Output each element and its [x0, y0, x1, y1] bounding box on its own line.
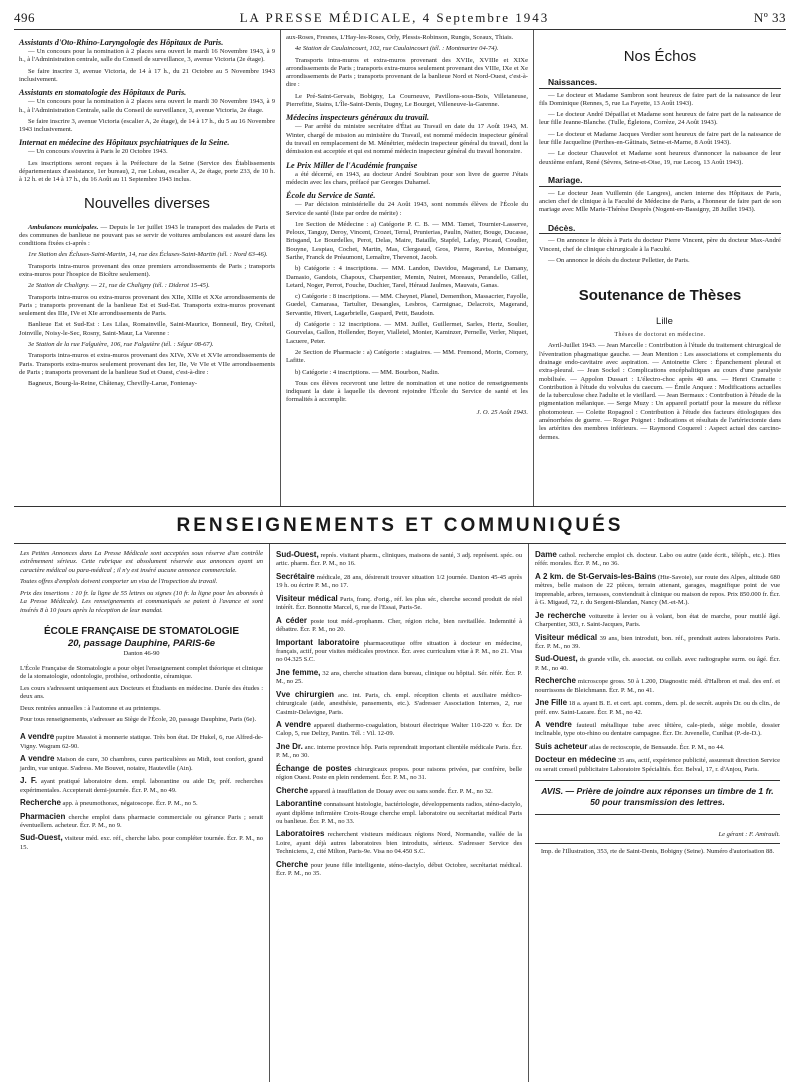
paragraph: Les cours s'adressent uniquement aux Docteurs et Étudiants en médecine. Durée des études : deux ans.: [20, 684, 263, 701]
avis-notice: AVIS. — Prière de joindre aux réponses un timbre de 1 fr. 50 pour transmission des lettres.: [535, 780, 780, 814]
ad-text: (Hte-Savoie), sur route des Alpes, altitude 680 mètres, belle maison de 22 pièces, terrain attenant, garages, magnifique point de vue imprenable, arbres, terrasses, conviendrait à clinique ou maison de repos. Prix 850.000 fr. Écr. à G. Migaud, 72, r. du Sergent-Blandan, Nancy (M.-et-M.).: [535, 573, 780, 607]
classified-ad: [276, 550, 522, 569]
paragraph: Transports intra-muros et extra-muros provenant des XIVe, XVe et XVIe arrondissements de Paris. Transports extra-muros seulement provenant des Ier, IIe, Ve VIe et VIIe arrondissements de Paris ; transports provenant de la banlieue Sud et Ouest, c'est-à-dire :: [19, 352, 275, 376]
subsection-heading: Mariage.: [539, 175, 781, 187]
ad-keyword: Visiteur médical: [535, 632, 598, 642]
ad-text: microscope gross. 50 à 1.200, Diagnostic méd. d'Halbron et mal. des enf. et nourrissons de Bleichmann. Écr. P. M., no 41.: [535, 678, 780, 694]
section-heading: Soutenance de Thèses: [578, 287, 742, 305]
notice: Les Petites Annonces dans La Presse Médicale sont acceptées sous réserve d'un contrôle extrêmement sérieux. Cette rubrique est absolument réservée aux annonces ayant un caractère médical ou para-médical ; il n'y est inséré aucune annonce commerciale.: [20, 550, 263, 574]
ad-text: pupitre Massiot à monnerie statique. Très bon état. Dr Hukel, 6, rue Alfred-de-Vigny. Wagram 62-90.: [20, 734, 264, 750]
classified-ad: [535, 654, 780, 673]
paragraph: Tous ces élèves recevront une lettre de nomination et une notice de renseignements indiquant la date à laquelle ils devront rejoindre l'École du Service de santé et les formalités à accomplir.: [286, 379, 528, 404]
ad-keyword: A vendre: [20, 732, 55, 742]
classified-ad: [276, 764, 522, 783]
classified-ad: [535, 742, 780, 752]
city-heading: Lille: [656, 316, 673, 328]
classified-ad: [535, 611, 780, 630]
classified-ad: [20, 833, 263, 852]
rubric-title: Internat en médecine des Hôpitaux psychiatriques de la Seine.: [19, 138, 230, 148]
classified-ad: [276, 572, 522, 591]
ad-text: fauteuil métallique tube avec têtière, cale-pieds, siège mobile, dossier inclinable, type oto-rhino ou dentaire campagne. Écr. Dr. Juvenelle, Cunlhat (P.-de-D.).: [535, 722, 781, 738]
ad-keyword: Vve chirurgien: [276, 689, 334, 699]
ad-keyword: A céder: [276, 615, 307, 625]
school-title: ÉCOLE FRANÇAISE DE STOMATOLOGIE: [43, 626, 239, 638]
paragraph: aux-Roses, Fresnes, L'Hay-les-Roses, Orly, Plessis-Robinson, Rungis, Sceaux, Thiais.: [286, 34, 514, 41]
ad-keyword: Laboratoires: [276, 829, 325, 839]
paragraph: Le Pré-Saint-Gervais, Bobigny, La Courneuve, Pavillons-sous-Bois, Villetaneuse, Pierrefitte, Stains, L'Île-Saint-Denis, Dugny, Le Bourget, Villeneuve-la-Garenne.: [286, 92, 528, 109]
ad-keyword: Jne Fille: [535, 698, 568, 708]
ad-keyword: Pharmacien: [20, 811, 66, 821]
paragraph: 1re Station des Écluses-Saint-Martin, 14, rue des Écluses-Saint-Martin (tél. : Nord 63-46).: [28, 251, 268, 259]
rubric-title: Ambulances municipales.: [28, 223, 99, 231]
paragraph: — Le docteur et Madame Sambron sont heureux de faire part de la naissance de leur fils Dominique (Rennes, 5, rue La Fayette, 13 Août 1943).: [539, 91, 781, 107]
classified-ad: [276, 786, 522, 796]
ad-text: représ. visitant pharm., cliniques, maisons de santé, 3 adj. représent. spéc. ou artic. pharm. Écr. P. M., no 16.: [276, 552, 522, 568]
ad-text: ds grande ville, ch. associat. ou collab. avec radiographe surm. ou âgé. Écr. P. M., no 40.: [535, 656, 780, 672]
classified-ad: [535, 676, 780, 695]
ad-text: appareil à insufflation de Douay avec ou sans sonde. Écr. P. M., no 32.: [309, 787, 493, 795]
paragraph: Transports intra-muros provenant des onze premiers arrondissements de Paris ; transports extra-muros pour l'hospice de Bicêtre seulement).: [19, 262, 275, 278]
ad-keyword: A vendre: [20, 754, 55, 764]
ad-keyword: Visiteur médical: [276, 593, 338, 603]
ad-text: recherchent visiteurs médicaux régions Nord, Normandie, vallée de la Loire, ayant déjà autres laboratoires bien introduits, sérieux. S'adresser Service des Techniciens, 2, cité Milton, Paris-9e. Visa no 04.450 S.C.: [276, 831, 523, 856]
ad-keyword: Échange de postes: [276, 763, 352, 773]
paragraph: — Depuis le 1er juillet 1943 le transport des malades de Paris et des communes de banlieue ne pouvant pas se servir de voitures ambulances est assuré dans les conditions fixées ci-après :: [19, 223, 275, 248]
paragraph: b) Catégorie : 4 inscriptions. — MM. Bourbon, Nadin.: [295, 368, 440, 376]
subheading: Thèses de doctorat en médecine.: [614, 332, 706, 339]
ad-text: app. à pneumothorax, négatoscope. Écr. P. M., no 5.: [62, 800, 198, 808]
column-2: [281, 30, 534, 506]
ad-text: cherche emploi dans pharmacie commerciale ou gérance Paris ; serait éventuellem. acheteur. Écr. P. M., no 9.: [20, 813, 263, 829]
classified-ad: [276, 720, 522, 739]
ad-text: voiturette à levier ou à volant, bon état de marche, pour mutilé âgé. Charpentier, 303, r. Saint-Jacques, Paris.: [535, 612, 780, 629]
classified-ad: [276, 690, 522, 717]
paragraph: Se faire inscrire 3, avenue Victoria (escalier A, 2e étage), de 14 à 17 h., du 5 au 16 Novembre 1943 inclusivement.: [19, 117, 275, 134]
column-1: [14, 30, 281, 506]
classified-ad: [276, 638, 522, 665]
publisher-manager: Le gérant : F. Amirault.: [535, 831, 780, 844]
classified-ad: [20, 812, 263, 831]
classified-ad: [276, 799, 522, 826]
subsection-heading: Décès.: [539, 223, 781, 235]
paragraph: Banlieue Est et Sud-Est : Les Lilas, Romainville, Saint-Maurice, Bonneuil, Bry, Créteil, Joinville, Noisy-le-Sec, Rosny, Saint-Maur, La Varenne :: [19, 321, 275, 337]
classified-ad: [276, 829, 522, 856]
rubric-title: Le Prix Miller de l'Académie française: [286, 160, 418, 170]
classified-ad: [20, 732, 263, 751]
paragraph: — Le docteur André Dépaillat et Madame sont heureux de faire part de la naissance de leur fille Jeanne-Blanche. (Tulle, Égletons, Corrèze, 24 Août 1943).: [539, 111, 781, 127]
ads-column-1: [14, 544, 270, 1082]
ad-text: poste tout méd.-prophanm. Cher, région riche, bien ravitaillée. Indemnité à débattre. Écr. P. M., no 20.: [276, 617, 522, 634]
section-heading: Nouvelles diverses: [84, 194, 210, 212]
paragraph: — Le docteur Jean Vuillemin (de Langres), ancien interne des Hôpitaux de Paris, ancien chef de clinique à la Faculté de Médecine de Paris, a l'honneur de faire part de son mariage avec Mlle Marie-Thérèse Desprès (Nogent-en-Bassigny, 28 Juillet 1943).: [539, 189, 781, 214]
running-head: [14, 10, 786, 30]
paragraph: — Par arrêté du ministre secrétaire d'État au Travail en date du 17 Août 1943, M. Winter, chargé de mission au ministère du Travail, est nommé médecin inspecteur général du travail en remplacement de M. Ménétrier, médecin inspecteur général du travail, dont la démission est acceptée et qui est nommé médecin inspecteur général du travail honoraire.: [286, 123, 528, 156]
classified-ad: [20, 776, 263, 795]
ad-text: médicale, 28 ans, désirerait trouver situation 1/2 journée. Danton 45-45 après 19 h. ou écrire P. M., no 17.: [276, 573, 522, 590]
ad-text: 39 ans, bien introduit, bon. réf., prendrait autres laboratoires Paris. Écr. P. M., no 39.: [535, 634, 781, 650]
classified-ad: [276, 742, 522, 761]
ad-text: Maison de cure, 30 chambres, cures particulières au Midi, tout confort, grand jardin, vue unique. S'adress. Me Bouvet, notaire, Hauteville (Ain).: [20, 756, 264, 772]
ad-text: anc. interne province hôp. Paris reprendrait important clientèle médicale Paris. Écr. P. M., no 30.: [276, 743, 522, 760]
column-3: [534, 30, 786, 506]
paragraph: b) Catégorie : 4 inscriptions. — MM. Landon, Davidou, Magerand, Le Damany, Damasio, Gandois, Chapoux, Charpentier, Memin, Nuiret, Moreaux, Perandello, Gillet, Letard, Noger, Perrot, Fouche, Duchier, Tarel, Héraud Jaulmes, Mauvais, Ganas.: [286, 265, 528, 289]
upper-section: [14, 30, 786, 507]
paragraph: — Le docteur Chauvelot et Madame sont heureux d'annoncer la naissance de leur deuxième enfant, René (Sèvres, Seine-et-Oise, 19, rue Lecoq, 13 Août 1943).: [539, 150, 781, 166]
ad-text: Paris, franç. d'orig., réf. les plus sér., cherche second produit de réel intérêt. Écr. Bonnotte Marcel, 6, rue de l'Essai, Paris-5e.: [276, 595, 523, 612]
paragraph: 2e Section de Pharmacie : a) Catégorie : stagiaires. — MM. Fremond, Morin, Cornery, Lafitte.: [286, 348, 528, 365]
subsection-heading: Naissances.: [539, 77, 781, 89]
classified-ad: [20, 754, 263, 773]
classified-ad: [276, 860, 522, 879]
ad-keyword: Jne femme,: [276, 667, 321, 677]
paragraph: Pour tous renseignements, s'adresser au Siège de l'École, 20, passage Dauphine, Paris (6e).: [20, 716, 257, 724]
ad-text: appareil diathermo-coagulation, bistouri électrique Walter 110-220 v. Écr. Dr Calop, 5, rue Delizy, Pantin. Tél. : Vil. 12-09.: [276, 722, 523, 738]
journal-title: LA PRESSE MÉDICALE, 4 Septembre 1943: [239, 10, 550, 25]
source-signature: J. O. 25 Août 1943.: [476, 408, 528, 416]
ad-keyword: J. F.: [20, 776, 38, 786]
lower-section: [14, 544, 786, 1082]
notice: Prix des insertions : 10 fr. la ligne de 55 lettres ou signes (10 fr. la ligne pour les abonnés à La Presse Médicale). Les renseignements et communiqués se paient à l'avance et sont insérés 8 à 10 jours après la réception de leur mandat.: [20, 589, 263, 614]
paragraph: a été décerné, en 1943, au docteur André Soubiran pour son livre de guerre J'étais médecin avec les chars, préfacé par Georges Duhamel.: [286, 170, 528, 186]
classified-ad: [535, 572, 780, 608]
paragraph: — On annonce le décès du docteur Pelletier, de Paris.: [548, 256, 690, 264]
paragraph: c) Catégorie : 8 inscriptions. — MM. Cheynet, Planel, Dementhon, Massacrier, Fayolle, Guedel, Camarasa, Tartulier, Desangles, Lesbros, Carmignac, Delacroix, Magerand, Servantie, Hivert, Lagarbrielle, Gaspard, Petit, Baudoin.: [286, 293, 528, 317]
ad-keyword: Cherche: [276, 859, 309, 869]
paragraph: Bagneux, Bourg-la-Reine, Châtenay, Chevilly-Larue, Fontenay-: [28, 380, 198, 388]
classified-ad: [20, 798, 263, 808]
paragraph: Deux rentrées annuelles : à l'automne et au printemps.: [20, 704, 161, 712]
ad-text: ayant pratiqué laboratoire dem. empl. laborantine ou aide Dr, préf. recherches expérimentales. Accepterait demi-journée. Écr. P. M., no 49.: [20, 778, 263, 794]
notice: Toutes offres d'emplois doivent comporter un visa de l'Inspection du travail.: [20, 578, 218, 586]
school-phone: Danton 46-90: [123, 650, 160, 658]
ad-keyword: Recherche: [535, 676, 576, 686]
paragraph: — Un concours pour la nomination à 2 places sera ouvert le mardi 16 Novembre 1943, à 9 h., à l'Administration centrale, salle du Conseil de surveillance, 3, avenue Victoria (2e étage).: [19, 48, 275, 64]
ad-keyword: A vendre: [535, 720, 572, 729]
ad-keyword: Laborantine: [276, 799, 322, 809]
ad-keyword: Sud-Ouest,: [20, 833, 63, 843]
announcements-banner: RENSEIGNEMENTS ET COMMUNIQUÉS: [14, 507, 786, 544]
classified-ad: [535, 550, 780, 569]
ad-keyword: A vendre: [276, 720, 311, 729]
ad-keyword: Important laboratoire: [276, 637, 360, 647]
ad-text: cathol. recherche emploi ch. docteur. Labo ou autre (aide écrit., téléph., etc.). Hies référ. morales. Écr. P. M., no 36.: [535, 552, 780, 568]
ad-text: chirurgicaux propos. pour raisons privées, par confrère, belle région Ouest. Poste en plein rendement. Écr. P. M., no 31.: [276, 765, 522, 782]
paragraph: 3e Station de la rue Falguière, 106, rue Falguière (tél. : Ségur 08-67).: [28, 341, 214, 349]
paragraph: Transports intra-muros ou extra-muros provenant des XIIe, XIIIe et XXe arrondissements de Paris ; transports provenant de la banlieue Est et Sud-Est. Transports extra-muros provenant seulement des IIIe, IVe et XIe arrondissements de Paris.: [19, 293, 275, 318]
issue-number: Nº 33: [753, 10, 786, 25]
classified-ad: [535, 698, 780, 717]
ad-text: anc. int. Paris, ch. empl. réception clients et auxiliaire médico-chirurgicale (aide, anesthésie, pansements, etc.). S'adresser Association Internes, 2, rue Casimir-Delavigne, Paris.: [276, 691, 523, 716]
ad-text: 32 ans, cherche situation dans bureau, clinique ou hôpital. Sér. référ. Écr. P. M., no 25.: [276, 669, 522, 686]
ad-keyword: A 2 km. de St-Gervais-les-Bains: [535, 571, 657, 581]
page-number: 496: [14, 10, 35, 25]
rubric-title: Médecins inspecteurs généraux du travail.: [286, 113, 430, 123]
ad-keyword: Sud-Ouest,: [276, 550, 319, 559]
classified-ad: [276, 668, 522, 687]
ad-keyword: Jne Dr.: [276, 741, 303, 751]
ad-keyword: Cherche: [276, 785, 309, 795]
ad-keyword: Suis acheteur: [535, 741, 588, 751]
paragraph: — Par décision ministérielle du 24 Août 1943, sont nommés élèves de l'École du Service de santé (liste par ordre de mérite) :: [286, 201, 528, 217]
classified-ad: [276, 594, 522, 613]
paragraph: Les inscriptions seront reçues à la Préfecture de la Seine (Service des Établissements départementaux d'assistance, 1er bureau), 2, rue Lobau, escalier A, 2e étage, porte 233, de 10 h. à 12 h. et de 14 à 17 h., du 16 Août au 11 Septembre 1943 inclus.: [19, 159, 275, 184]
ad-keyword: Dame: [535, 550, 557, 559]
ad-keyword: Je recherche: [535, 610, 586, 620]
printer-imprint: Imp. de l'Illustration, 353, rte de Saint-Denis, Bobigny (Seine). Numéro d'autorisation 88.: [540, 847, 775, 855]
paragraph: — On annonce le décès à Paris du docteur Pierre Vincent, père du docteur Max-André Vincent, chef de clinique chirurgicale à la Faculté.: [539, 237, 781, 253]
paragraph: L'École Française de Stomatologie a pour objet l'enseignement complet théorique et clinique de la stomatologie, odontologie, prothèse, orthodontie, céramique.: [20, 664, 263, 681]
paragraph: 1re Section de Médecine : a) Catégorie P. C. B. — MM. Tamet, Tournier-Lasserve, Peloux, Tanguy, Deroy, Vincent, Crozet, Terral, Prunierias, Paulin, Natter, Bouge, Ducasse, Brisgand, Le Bourdelles, Perot, Delas, Maire, Bataille, Stapfel, Lafay, Picaud, Coudier, Bouyne, Lespiau, Cochet, Martin, Mas, Clergeaud, Gros, Pierre, Raviss, Montségur, Sarthe, Franck de Préaumont, Lemaître, Thevenot, Jacob.: [286, 220, 528, 261]
paragraph: 4e Station de Caulaincourt, 102, rue Caulaincourt (tél. : Montmartre 04-74).: [295, 45, 499, 53]
ad-text: 18 a. ayant B. E. et cert. apt. comm., dem. pl. de secrét. auprès Dr. ou ds clin., de préf. env. Saint-Lazare. Écr. P. M., no 42.: [535, 700, 780, 716]
paragraph: 2e Station de Chaligny. — 21, rue de Chaligny (tél. : Diderot 15-45).: [28, 282, 210, 290]
ad-text: atlas de rectoscopie, de Bensaude. Écr. P. M., no 44.: [589, 743, 725, 751]
paragraph: Transports intra-muros et extra-muros provenant des XVIIe, XVIIIe et XIXe arrondissements de Paris ; transports extra-muros seulement provenant des VIIIe, IXe et Xe arrondissements de Paris ; transports provenant de la banlieue Nord et Nord-Ouest, c'est-à-dire :: [286, 56, 528, 89]
ads-column-3: [529, 544, 786, 1082]
ad-text: pharmaceutique offre situation à docteur en médecine, français, actif, pour visites médicales province. Écr. avec curriculum vitæ à P. M., no 21. Visa no 04.325 S.C.: [276, 639, 522, 664]
ad-keyword: Sud-Ouest,: [535, 654, 578, 664]
classified-ad: [535, 755, 780, 774]
classified-ad: [535, 720, 780, 739]
section-heading: Nos Échos: [623, 48, 697, 65]
paragraph: Se faire inscrire 3, avenue Victoria, de 14 à 17 h., du 21 Octobre au 5 Novembre 1943 inclusivement.: [19, 67, 275, 83]
classified-ad: [276, 616, 522, 635]
classified-ad: [535, 633, 780, 652]
ad-keyword: Docteur en médecine: [535, 755, 617, 765]
paragraph: d) Catégorie : 12 inscriptions. — MM. Juillet, Guillermet, Sarles, Hertz, Soulier, Gourvelas, Gallon, Hollender, Boyer, Vialletel, Monier, Kaminzer, Pernelle, Verler, Niquet, Lacuere, Peter.: [286, 321, 528, 345]
ad-text: visiteur méd. exc. réf., cherche labo. pour compléter tournée. Écr. P. M., no 15.: [20, 835, 264, 851]
paragraph: — Un concours s'ouvrira à Paris le 20 Octobre 1943.: [28, 148, 168, 156]
paragraph: — Le docteur et Madame Jacques Verdier sont heureux de faire part de la naissance de leur fille Jacqueline (Perthes-en-Gâtinais, Seine-et-Marne, 8 Août 1943).: [539, 130, 781, 147]
school-address: 20, passage Dauphine, PARIS-6e: [67, 638, 216, 650]
rubric-title: École du Service de Santé.: [286, 191, 376, 201]
ad-text: connaissant histologie, bactériologie, développements radios, sténo-dactylo, ayant diplôme infirmière Croix-Rouge cherche empl. laboratoire ou secrétariat médical Paris ou banlieue. Écr. P. M., no 33.: [276, 801, 522, 825]
paragraph: — Un concours pour la nomination à 2 places sera ouvert le mardi 30 Novembre 1943, à 9 h., à l'Administration Centrale, salle du Conseil de surveillance, 3, avenue Victoria, 2e étage.: [19, 98, 275, 114]
ad-text: 35 ans, actif, expérience publicité, assurerait direction Service ou serait conseil publicitaire Laboratoire Spécialités. Écr. Belval, 17, r. d'Anjou, Paris.: [535, 757, 780, 773]
ad-keyword: Recherche: [20, 798, 61, 808]
ads-column-2: [270, 544, 529, 1082]
ad-text: pour jeune fille intelligente, sténo-dactylo, début Octobre, secrétariat médical. Écr. P. M., no 35.: [276, 861, 522, 878]
paragraph: Avril-Juillet 1943. — Jean Marcelle : Contribution à l'étude du traitement chirurgical de l'éventration phagmatique gauche. — Jean Mention : Les associations et complements du drainage endo-cavitaire avec aspiration. — Antoinette Clerc : Épanchement pleural et extra-pleural. — Jean Sockel : Complications encéphalitiques au cours d'une paralysie mobilisée. — Appolon Dussart : L'électro-choc après 40 ans. — Henri Cramatte : Contribution à l'étude du volvulus du caecum. — Émile Anquez : Modifications actuelles de la tuberculose chez l'adulte et le vieillard. — Jean Bermaux : Contribution à l'étude de la pigmentation mélanique. — Serge Muzy : Un appareil portatif pour la mesure du réflexe photomoteur. — Colette Ropagnol : Contribution à l'étude des facteurs étiologiques des aménorrhées de guerre. — Roger Poignet : Indications et résultats de l'artériectomie dans les artérites des membres inférieurs. — Raymond Coquerel : Aspect actuel des carcino-dermes.: [539, 342, 781, 441]
rubric-title: Assistants d'Oto-Rhino-Laryngologie des Hôpitaux de Paris.: [19, 38, 224, 47]
ad-keyword: Secrétaire: [276, 571, 315, 581]
rubric-title: Assistants en stomatologie des Hôpitaux de Paris.: [19, 88, 187, 98]
